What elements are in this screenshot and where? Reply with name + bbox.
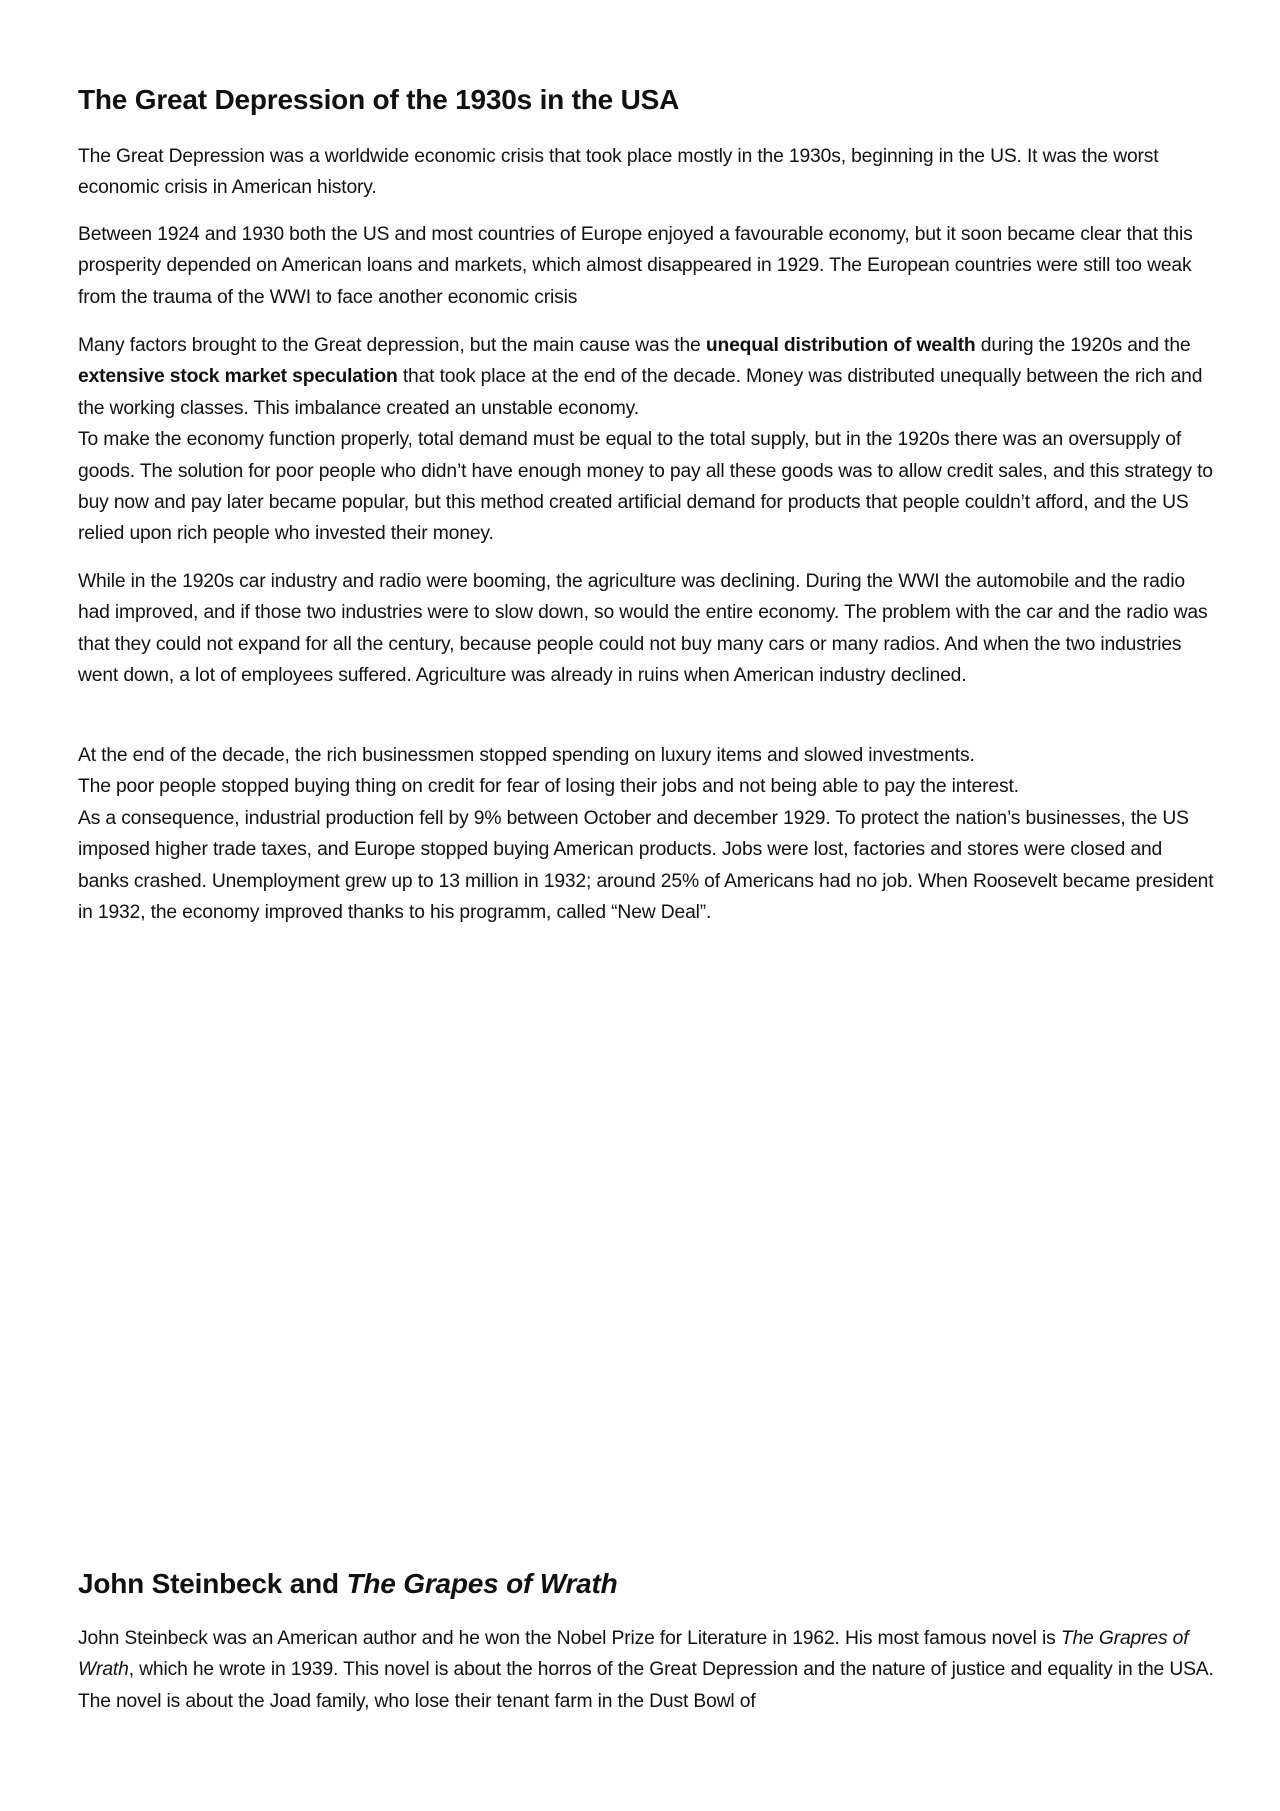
section-title-great-depression: The Great Depression of the 1930s in the USA (78, 84, 680, 115)
text-run: that took place at the end of the decade. Money was distributed unequally between the rich and the working classes. This imbalance created an unstable economy. (78, 366, 1203, 419)
section-title-steinbeck (78, 1567, 618, 1601)
text-run: , which he wrote in 1939. This novel is about the horros of the Great Depression and the nature of justice and equality in the USA. The novel is about the Joad family, who lose their tenant farm in the Dust Bowl of (78, 1659, 1214, 1712)
paragraph-text: The Great Depression was a worldwide economic crisis that took place mostly in the 1930s, beginning in the US. It was the worst economic crisis in American history. (78, 146, 1159, 199)
paragraph-text: Between 1924 and 1930 both the US and most countries of Europe enjoyed a favourable economy, but it soon became clear that this prosperity depended on American loans and markets, which almost disappeared in 1929. The European countries were still too weak from the trauma of the WWI to face another economic crisis (78, 224, 1193, 308)
paragraph-intro (78, 141, 1218, 204)
bold-term-stock-speculation: extensive stock market speculation (78, 366, 398, 388)
paragraph-text (78, 330, 1218, 424)
title-text: John Steinbeck and (78, 1568, 347, 1599)
paragraph-text: To make the economy function properly, total demand must be equal to the total supply, but in the 1920s there was an oversupply of goods. The solution for poor people who didn’t have enough money to pay all these goods was to allow credit sales, and this strategy to buy now and pay later became popular, but this method created artificial demand for products that people couldn’t afford, and the US relied upon rich people who invested their money. (78, 429, 1213, 545)
paragraph-consequences (78, 740, 1218, 928)
title-book-italic: The Grapes of Wrath (346, 1568, 618, 1599)
paragraph-text: As a consequence, industrial production fell by 9% between October and december 1929. To protect the nation’s businesses, the US imposed higher trade taxes, and Europe stopped buying American products. Jobs were lost, factories and stores were closed and banks crashed. Unemployment grew up to 13 million in 1932; around 25% of Americans had no job. When Roosevelt became president in 1932, the economy improved thanks to his programm, called “New Deal”. (78, 807, 1214, 924)
bold-term-unequal-wealth: unequal distribution of wealth (705, 335, 976, 356)
book-title-italic: The Grapres of Wrath (78, 1628, 1189, 1681)
text-run: during the 1920s and the (975, 335, 1191, 356)
paragraph-industries (78, 566, 1218, 692)
paragraph-text (78, 1623, 1218, 1717)
paragraph-text: At the end of the decade, the rich businessmen stopped spending on luxury items and slowed investments. (78, 745, 975, 766)
paragraph-steinbeck (78, 1623, 1218, 1717)
paragraph-prosperity (78, 219, 1218, 313)
text-run: John Steinbeck was an American author and he won the Nobel Prize for Literature in 1962. His most famous novel is (78, 1628, 1061, 1649)
paragraph-text: While in the 1920s car industry and radio were booming, the agriculture was declining. During the WWI the automobile and the radio had improved, and if those two industries were to slow down, so would the entire economy. The problem with the car and the radio was that they could not expand for all the century, because people could not buy many cars or many radios. And when the two industries went down, a lot of employees suffered. Agriculture was already in ruins when American industry declined. (78, 571, 1208, 687)
paragraph-causes (78, 330, 1218, 550)
paragraph-text: The poor people stopped buying thing on credit for fear of losing their jobs and not being able to pay the interest. (78, 776, 1019, 798)
text-run: Many factors brought to the Great depression, but the main cause was the (78, 335, 706, 356)
